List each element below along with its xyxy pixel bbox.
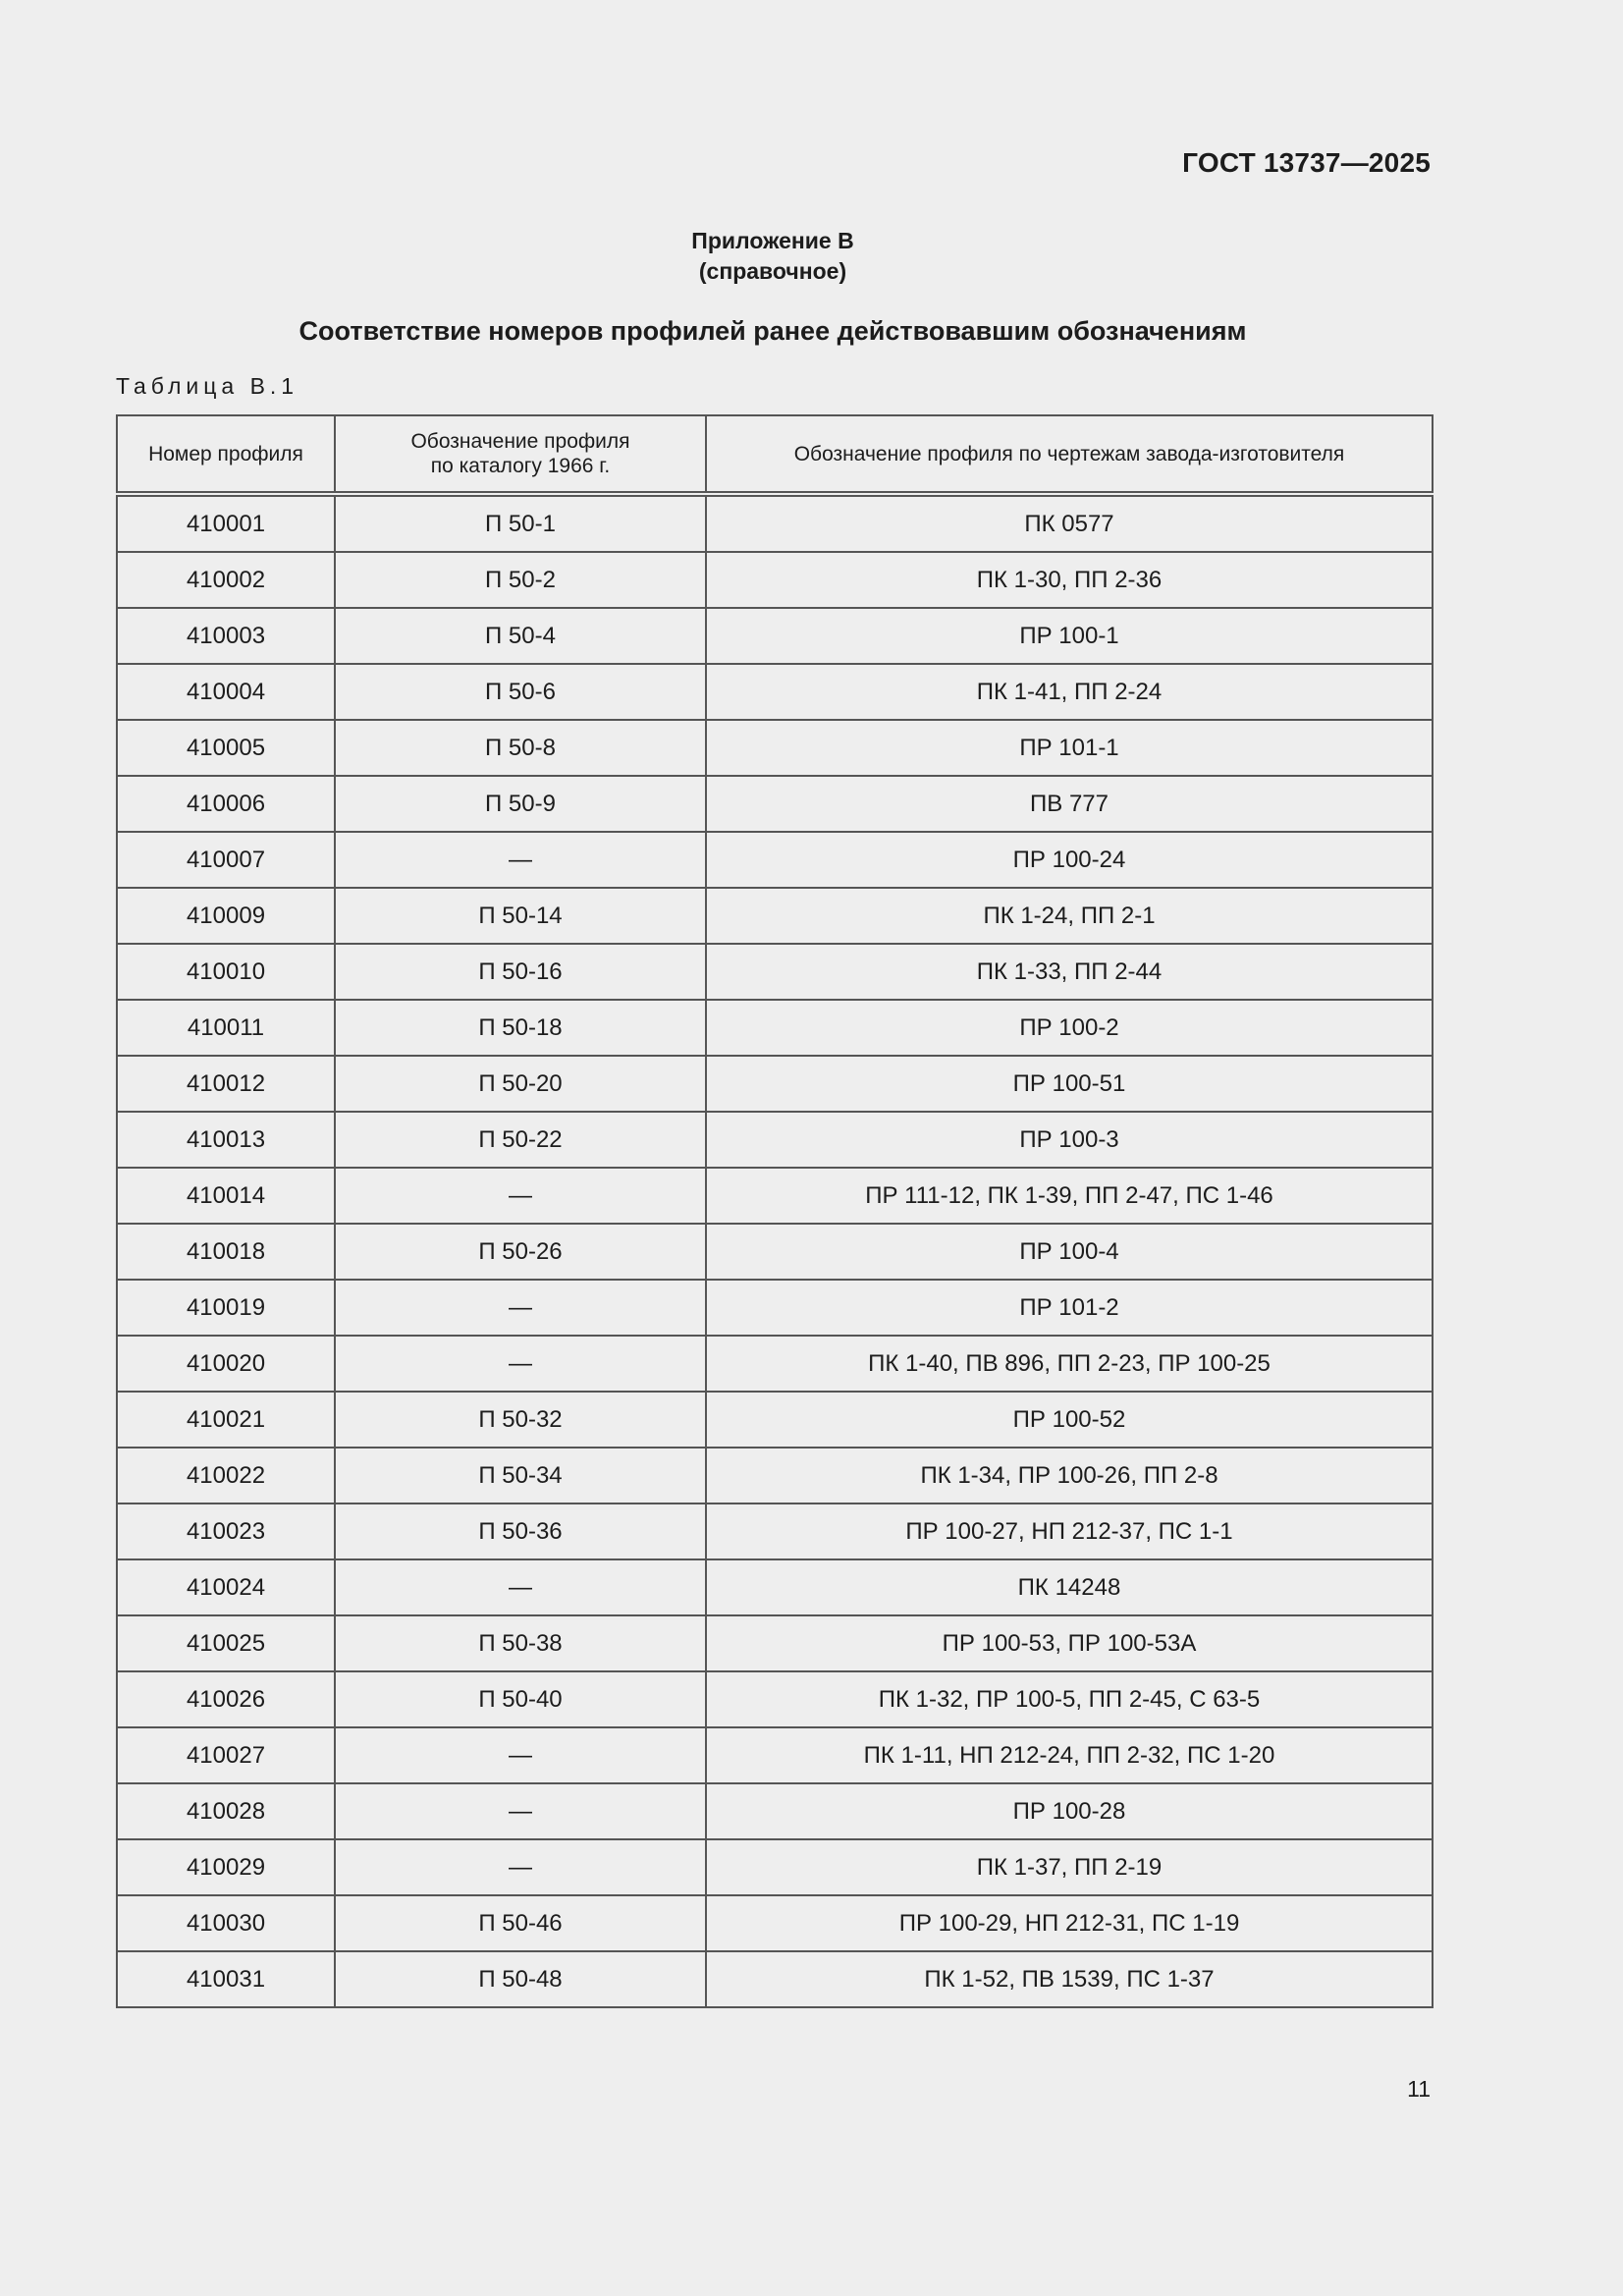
table-row [117, 1615, 1433, 1671]
profile-number-cell: 410011 [117, 1000, 335, 1056]
manufacturer-designation-cell: ПК 1-41, ПП 2-24 [706, 664, 1433, 720]
profile-number-cell: 410023 [117, 1503, 335, 1559]
manufacturer-designation-cell: ПК 0577 [706, 494, 1433, 552]
manufacturer-designation-cell: ПВ 777 [706, 776, 1433, 832]
manufacturer-designation-cell: ПР 111-12, ПК 1-39, ПП 2-47, ПС 1-46 [706, 1168, 1433, 1224]
table-row [117, 1951, 1433, 2007]
catalog-1966-cell: П 50-18 [335, 1000, 706, 1056]
profile-number-cell: 410029 [117, 1839, 335, 1895]
profile-number-cell: 410024 [117, 1559, 335, 1615]
table-row [117, 608, 1433, 664]
catalog-1966-cell: П 50-16 [335, 944, 706, 1000]
profile-number-cell: 410009 [117, 888, 335, 944]
profile-number-cell: 410014 [117, 1168, 335, 1224]
profile-number-cell: 410006 [117, 776, 335, 832]
manufacturer-designation-cell: ПК 1-40, ПВ 896, ПП 2-23, ПР 100-25 [706, 1336, 1433, 1392]
manufacturer-designation-cell: ПР 101-2 [706, 1280, 1433, 1336]
table-row [117, 1280, 1433, 1336]
manufacturer-designation-cell: ПК 1-37, ПП 2-19 [706, 1839, 1433, 1895]
catalog-1966-cell: П 50-32 [335, 1392, 706, 1448]
catalog-1966-cell: П 50-8 [335, 720, 706, 776]
profile-number-cell: 410027 [117, 1727, 335, 1783]
profile-number-cell: 410026 [117, 1671, 335, 1727]
manufacturer-designation-cell: ПР 100-27, НП 212-37, ПС 1-1 [706, 1503, 1433, 1559]
catalog-1966-cell: П 50-4 [335, 608, 706, 664]
table-header [117, 415, 1433, 494]
profile-number-cell: 410031 [117, 1951, 335, 2007]
table-caption: Таблица В.1 [116, 373, 299, 399]
manufacturer-designation-cell: ПР 100-52 [706, 1392, 1433, 1448]
manufacturer-designation-cell: ПК 1-24, ПП 2-1 [706, 888, 1433, 944]
table-row [117, 552, 1433, 608]
catalog-1966-cell: — [335, 1280, 706, 1336]
table-row [117, 1112, 1433, 1168]
table-row [117, 1839, 1433, 1895]
manufacturer-designation-cell: ПК 1-32, ПР 100-5, ПП 2-45, С 63-5 [706, 1671, 1433, 1727]
profile-number-cell: 410018 [117, 1224, 335, 1280]
column-header-line: Обозначение профиля по чертежам завода-изготовителя [793, 442, 1345, 465]
profiles-table [116, 414, 1434, 2008]
table-row [117, 1336, 1433, 1392]
table-row [117, 1783, 1433, 1839]
catalog-1966-cell: П 50-20 [335, 1056, 706, 1112]
catalog-1966-cell: П 50-46 [335, 1895, 706, 1951]
profile-number-cell: 410013 [117, 1112, 335, 1168]
table-row [117, 1056, 1433, 1112]
annex-label: Приложение В [691, 228, 854, 253]
manufacturer-designation-cell: ПР 100-53, ПР 100-53А [706, 1615, 1433, 1671]
profile-number-cell: 410019 [117, 1280, 335, 1336]
catalog-1966-cell: — [335, 1783, 706, 1839]
table-row [117, 832, 1433, 888]
catalog-1966-cell: П 50-9 [335, 776, 706, 832]
catalog-1966-cell: П 50-40 [335, 1671, 706, 1727]
manufacturer-designation-cell: ПК 1-34, ПР 100-26, ПП 2-8 [706, 1448, 1433, 1503]
column-header-line: Номер профиля [148, 442, 303, 465]
manufacturer-designation-cell: ПР 100-51 [706, 1056, 1433, 1112]
table-header-row [117, 415, 1433, 494]
manufacturer-designation-cell: ПК 1-52, ПВ 1539, ПС 1-37 [706, 1951, 1433, 2007]
profile-number-cell: 410005 [117, 720, 335, 776]
table-row [117, 1448, 1433, 1503]
section-heading: Соответствие номеров профилей ранее действовавшим обозначениям [298, 316, 1247, 346]
table-row [117, 1392, 1433, 1448]
catalog-1966-cell: П 50-1 [335, 494, 706, 552]
manufacturer-designation-cell: ПР 100-2 [706, 1000, 1433, 1056]
table-row [117, 1895, 1433, 1951]
table-row [117, 494, 1433, 552]
catalog-1966-cell: — [335, 1559, 706, 1615]
table-row [117, 664, 1433, 720]
column-header-catalog-1966 [335, 415, 706, 494]
profile-number-cell: 410001 [117, 494, 335, 552]
profile-number-cell: 410020 [117, 1336, 335, 1392]
catalog-1966-cell: П 50-38 [335, 1615, 706, 1671]
profile-number-cell: 410002 [117, 552, 335, 608]
catalog-1966-cell: П 50-34 [335, 1448, 706, 1503]
table-body [117, 494, 1433, 2007]
catalog-1966-cell: П 50-26 [335, 1224, 706, 1280]
table-row [117, 1224, 1433, 1280]
table-row [117, 1503, 1433, 1559]
table-row [117, 1671, 1433, 1727]
profile-number-cell: 410021 [117, 1392, 335, 1448]
table-row [117, 944, 1433, 1000]
profile-number-cell: 410003 [117, 608, 335, 664]
catalog-1966-cell: — [335, 1727, 706, 1783]
table-row [117, 888, 1433, 944]
manufacturer-designation-cell: ПК 1-30, ПП 2-36 [706, 552, 1433, 608]
profile-number-cell: 410030 [117, 1895, 335, 1951]
manufacturer-designation-cell: ПР 100-1 [706, 608, 1433, 664]
column-header-manufacturer-drawings [706, 415, 1433, 494]
table-row [117, 776, 1433, 832]
column-header-profile-number [117, 415, 335, 494]
catalog-1966-cell: П 50-48 [335, 1951, 706, 2007]
manufacturer-designation-cell: ПР 101-1 [706, 720, 1433, 776]
catalog-1966-cell: П 50-22 [335, 1112, 706, 1168]
catalog-1966-cell: П 50-14 [335, 888, 706, 944]
table-row [117, 1168, 1433, 1224]
profile-number-cell: 410028 [117, 1783, 335, 1839]
manufacturer-designation-cell: ПР 100-3 [706, 1112, 1433, 1168]
profile-number-cell: 410012 [117, 1056, 335, 1112]
catalog-1966-cell: П 50-6 [335, 664, 706, 720]
table-row [117, 1000, 1433, 1056]
catalog-1966-cell: — [335, 1336, 706, 1392]
catalog-1966-cell: П 50-2 [335, 552, 706, 608]
page-number: 11 [1407, 2076, 1431, 2102]
manufacturer-designation-cell: ПК 1-11, НП 212-24, ПП 2-32, ПС 1-20 [706, 1727, 1433, 1783]
column-header-line: Обозначение профиля [410, 430, 630, 453]
profile-number-cell: 410025 [117, 1615, 335, 1671]
profile-number-cell: 410007 [117, 832, 335, 888]
catalog-1966-cell: П 50-36 [335, 1503, 706, 1559]
profile-number-cell: 410022 [117, 1448, 335, 1503]
profile-number-cell: 410004 [117, 664, 335, 720]
profile-number-cell: 410010 [117, 944, 335, 1000]
annex-title [0, 226, 1545, 287]
manufacturer-designation-cell: ПК 14248 [706, 1559, 1433, 1615]
catalog-1966-cell: — [335, 1168, 706, 1224]
table-row [117, 1727, 1433, 1783]
table-row [117, 1559, 1433, 1615]
annex-subtitle: (справочное) [698, 258, 847, 284]
column-header-line: по каталогу 1966 г. [430, 455, 611, 477]
standard-code: ГОСТ 13737—2025 [1182, 147, 1431, 178]
manufacturer-designation-cell: ПК 1-33, ПП 2-44 [706, 944, 1433, 1000]
catalog-1966-cell: — [335, 832, 706, 888]
manufacturer-designation-cell: ПР 100-28 [706, 1783, 1433, 1839]
catalog-1966-cell: — [335, 1839, 706, 1895]
manufacturer-designation-cell: ПР 100-29, НП 212-31, ПС 1-19 [706, 1895, 1433, 1951]
manufacturer-designation-cell: ПР 100-4 [706, 1224, 1433, 1280]
manufacturer-designation-cell: ПР 100-24 [706, 832, 1433, 888]
table-row [117, 720, 1433, 776]
